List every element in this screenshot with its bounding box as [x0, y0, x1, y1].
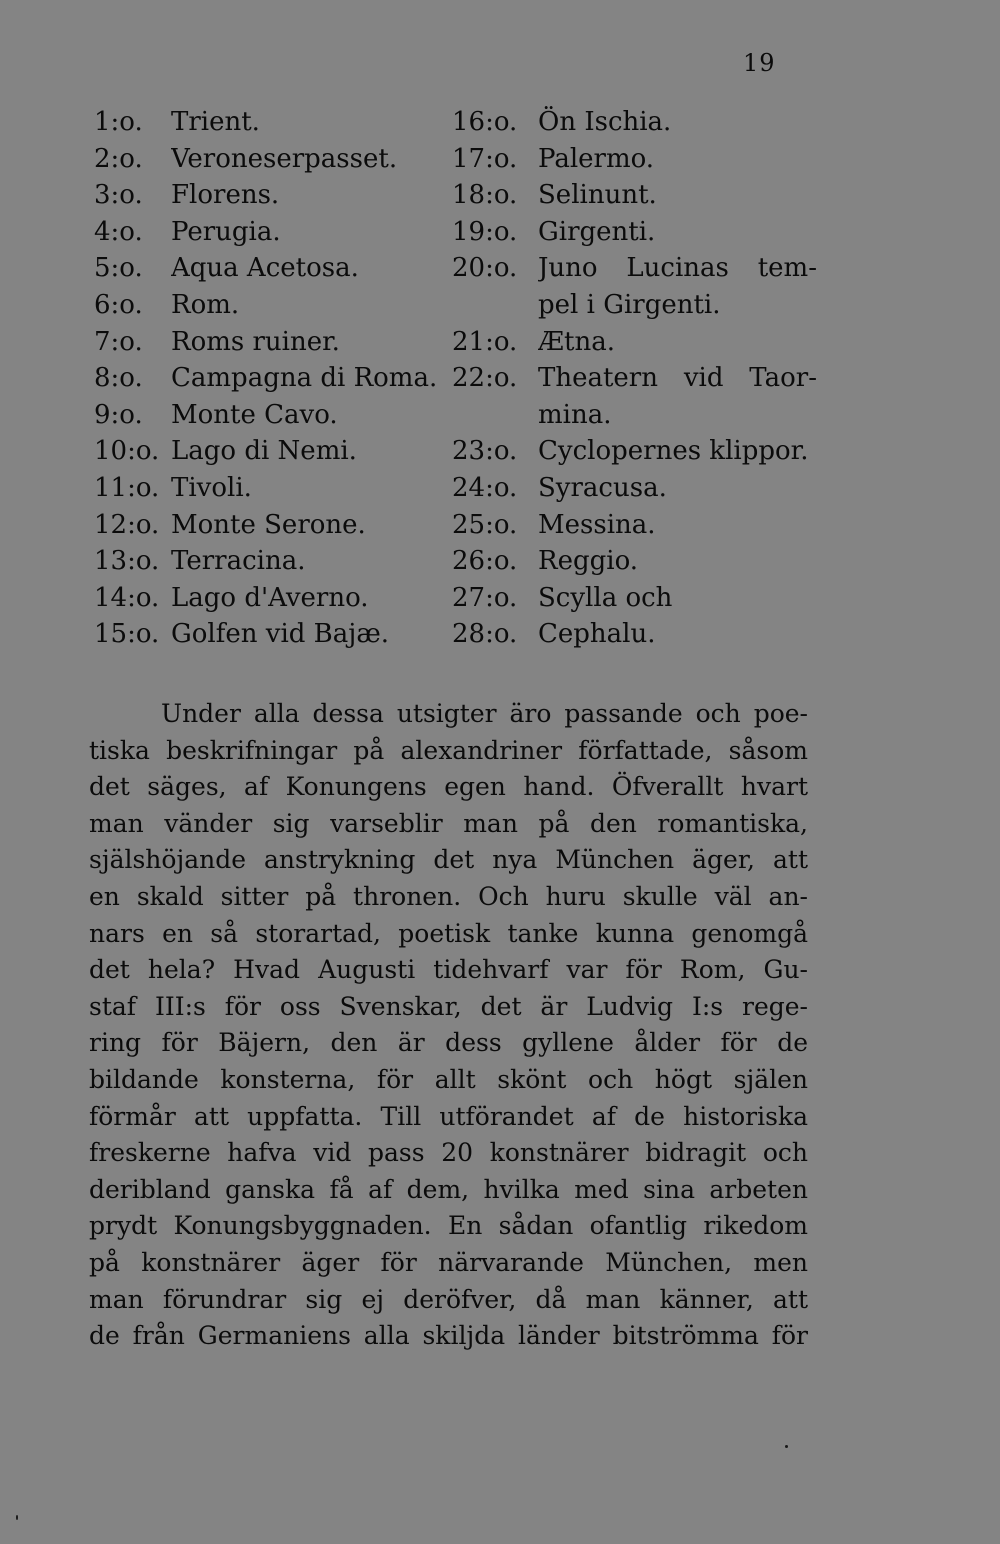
item-text: Palermo.: [538, 143, 655, 174]
item-number: 15:o.: [94, 619, 160, 650]
list-item: [94, 177, 439, 214]
paragraph-line: de från Germaniens alla skiljda länder bitströmma för: [89, 1321, 808, 1351]
item-number: 18:o.: [452, 180, 518, 211]
item-number: 28:o.: [452, 619, 518, 650]
left-column-list: [94, 104, 439, 653]
paragraph-line: bildande konsterna, för allt skönt och högt själen: [89, 1064, 808, 1094]
item-number: 17:o.: [452, 143, 518, 174]
paragraph-line: det säges, af Konungens egen hand. Öfverallt hvart: [89, 772, 808, 802]
item-text: Theatern vid Taor-: [538, 363, 817, 394]
item-number: 20:o.: [452, 253, 518, 284]
item-text: Monte Cavo.: [171, 399, 338, 430]
item-text: Rom.: [171, 289, 240, 320]
paragraph-line: tiska beskrifningar på alexandriner författade, såsom: [89, 735, 808, 765]
list-item: [94, 104, 439, 141]
item-text: pel i Girgenti.: [538, 289, 721, 320]
item-text: Girgenti.: [538, 216, 656, 247]
item-text: Scylla och: [538, 582, 673, 613]
paragraph-line: nars en så storartad, poetisk tanke kunna genomgå: [89, 918, 808, 948]
item-number: 21:o.: [452, 326, 518, 357]
item-number: 27:o.: [452, 582, 518, 613]
paragraph-line: en skald sitter på thronen. Och huru skulle väl an-: [89, 881, 808, 911]
item-number: 12:o.: [94, 509, 160, 540]
list-item: [94, 433, 439, 470]
list-item: [94, 397, 439, 434]
body-paragraph: [89, 696, 808, 1355]
item-number: 5:o.: [94, 253, 143, 284]
list-item: [94, 470, 439, 507]
list-item: [452, 433, 817, 470]
list-item: [94, 507, 439, 544]
list-item: [452, 360, 817, 397]
item-text: Monte Serone.: [171, 509, 366, 540]
paragraph-line: det hela? Hvad Augusti tidehvarf var för Rom, Gu-: [89, 955, 808, 985]
item-text: Tivoli.: [171, 472, 252, 503]
list-item: [94, 250, 439, 287]
list-item: [94, 324, 439, 361]
item-text: Selinunt.: [538, 180, 657, 211]
list-item: [452, 616, 817, 653]
item-text: Ön Ischia.: [538, 107, 672, 137]
item-text: Perugia.: [171, 216, 281, 247]
list-item: [452, 543, 817, 580]
item-text: mina.: [538, 399, 612, 430]
list-item: [452, 470, 817, 507]
list-item: [452, 214, 817, 251]
item-number: 3:o.: [94, 180, 143, 211]
paragraph-line: på konstnärer äger för närvarande München, men: [89, 1247, 808, 1277]
list-item: [94, 580, 439, 617]
list-item: [94, 616, 439, 653]
item-text: Roms ruiner.: [171, 326, 340, 357]
list-item: [94, 287, 439, 324]
item-text: Trient.: [171, 107, 260, 137]
item-text: Aqua Acetosa.: [171, 253, 359, 284]
item-text: Syracusa.: [538, 472, 667, 503]
right-column-list: [452, 104, 817, 653]
list-item: [452, 324, 817, 361]
item-number: 9:o.: [94, 399, 143, 430]
list-item-continuation: [452, 397, 817, 434]
paragraph-line: staf III:s för oss Svenskar, det är Ludvig I:s rege-: [89, 991, 808, 1021]
list-item: [452, 250, 817, 287]
item-number: 8:o.: [94, 363, 143, 394]
paragraph-line: ring för Bäjern, den är dess gyllene ålder för de: [89, 1028, 808, 1058]
item-text: Florens.: [171, 180, 280, 211]
item-number: 13:o.: [94, 546, 160, 577]
item-number: 10:o.: [94, 436, 160, 467]
scan-speck: [785, 1445, 788, 1448]
item-number: 1:o.: [94, 107, 143, 137]
item-number: 6:o.: [94, 289, 143, 320]
list-item: [94, 360, 439, 397]
item-text: Lago di Nemi.: [171, 436, 357, 467]
list-item-continuation: [452, 287, 817, 324]
list-item: [452, 580, 817, 617]
list-item: [94, 141, 439, 178]
item-number: 22:o.: [452, 363, 518, 394]
item-text: Golfen vid Bajæ.: [171, 619, 390, 650]
paragraph-line: förmår att uppfatta. Till utförandet af de historiska: [89, 1101, 808, 1131]
list-item: [452, 141, 817, 178]
item-text: Messina.: [538, 509, 656, 540]
list-item: [452, 507, 817, 544]
list-item: [94, 543, 439, 580]
item-number: 25:o.: [452, 509, 518, 540]
item-number: 23:o.: [452, 436, 518, 467]
paragraph-line: man vänder sig varseblir man på den romantiska,: [89, 808, 808, 838]
paragraph-line: freskerne hafva vid pass 20 konstnärer bidragit och: [89, 1138, 808, 1168]
item-number: 7:o.: [94, 326, 143, 357]
item-text: Veroneserpasset.: [171, 143, 398, 174]
item-number: 11:o.: [94, 472, 160, 503]
item-text: Cyclopernes klippor.: [538, 436, 809, 467]
item-text: Campagna di Roma.: [171, 363, 438, 394]
item-number: 26:o.: [452, 546, 518, 577]
paragraph-line: man förundrar sig ej deröfver, då man känner, att: [89, 1284, 808, 1314]
paragraph-line: själshöjande anstrykning det nya München äger, att: [89, 845, 808, 875]
item-text: Terracina.: [171, 546, 306, 577]
item-text: Reggio.: [538, 546, 639, 577]
page-number: 19: [743, 49, 776, 77]
item-text: Cephalu.: [538, 619, 656, 650]
item-number: 2:o.: [94, 143, 143, 174]
paragraph-line: prydt Konungsbyggnaden. En sådan ofantlig rikedom: [89, 1211, 808, 1241]
item-text: Ætna.: [538, 326, 615, 357]
item-text: Lago d'Averno.: [171, 582, 369, 613]
item-number: 4:o.: [94, 216, 143, 247]
list-item: [452, 104, 817, 141]
list-item: [452, 177, 817, 214]
list-item: [94, 214, 439, 251]
item-text: Juno Lucinas tem-: [538, 253, 817, 284]
item-number: 19:o.: [452, 216, 518, 247]
item-number: 16:o.: [452, 107, 518, 137]
paragraph-line: deribland ganska få af dem, hvilka med sina arbeten: [89, 1174, 808, 1204]
paragraph-line: Under alla dessa utsigter äro passande och poe-: [161, 699, 808, 728]
scan-speck: [16, 1515, 18, 1520]
item-number: 24:o.: [452, 472, 518, 503]
item-number: 14:o.: [94, 582, 160, 613]
